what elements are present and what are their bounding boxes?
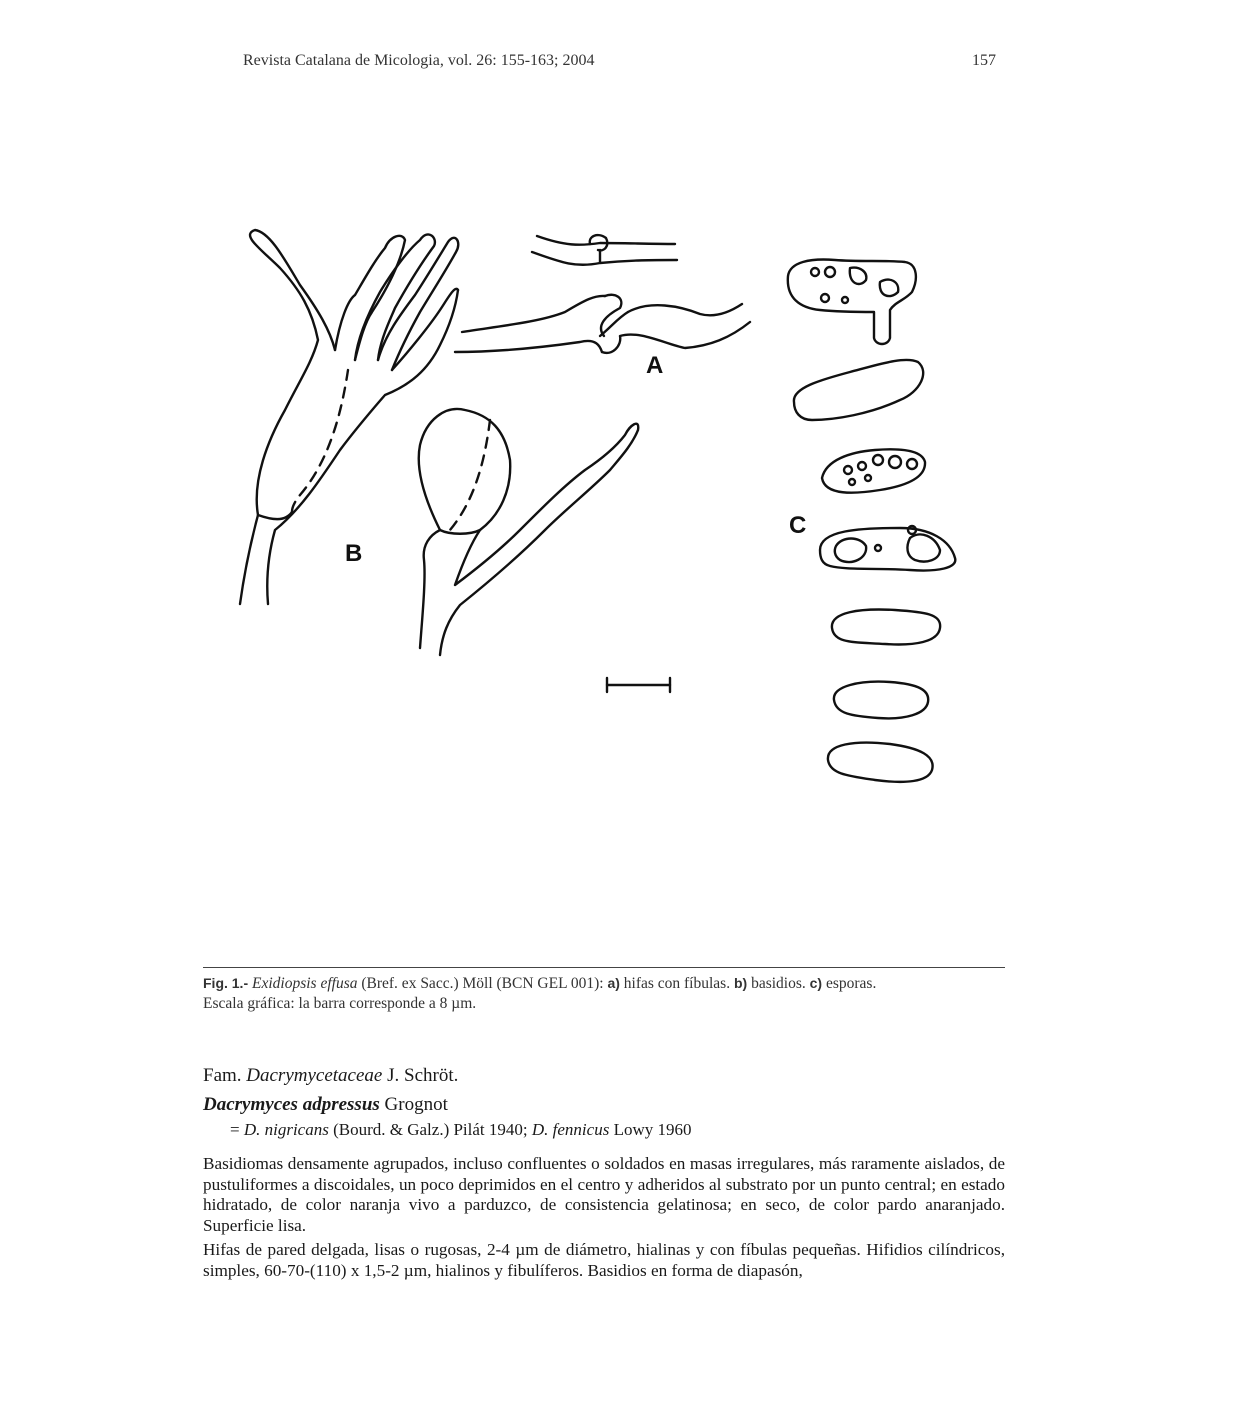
figure-label-a: A xyxy=(646,352,664,379)
family-heading xyxy=(203,1065,458,1087)
species-heading xyxy=(203,1094,448,1116)
caption-text-b: basidios. xyxy=(751,975,806,992)
family-author: J. Schröt. xyxy=(387,1065,459,1086)
family-prefix: Fam. xyxy=(203,1065,242,1086)
synonym-equals: = xyxy=(230,1120,240,1139)
caption-text-c: esporas. xyxy=(825,975,877,992)
synonym-2: D. fennicus xyxy=(531,1120,610,1139)
basidium-right xyxy=(419,409,639,655)
scale-bar xyxy=(607,678,670,692)
figure-caption xyxy=(203,973,1005,1014)
page-number: 157 xyxy=(972,52,996,69)
caption-species: Exidiopsis effusa xyxy=(252,975,358,992)
description-paragraph-2: Hifas de pared delgada, lisas o rugosas, 2-4 µm de diámetro, hialinas y con fíbulas pequeñas. Hifidios cilíndricos, simples, 60-70-(110) x 1,5-2 µm, hialinos y fibulíferos. Basidios en forma de diapasón, xyxy=(203,1240,1005,1280)
synonyms-line xyxy=(230,1120,691,1140)
caption-fig-label: Fig. 1.- xyxy=(203,975,249,991)
hyphae-with-clamps xyxy=(455,235,750,353)
species-name: Dacrymyces adpressus xyxy=(203,1094,380,1115)
figure-caption-rule xyxy=(203,967,1005,968)
caption-authority: (Bref. ex Sacc.) Möll (BCN GEL 001): xyxy=(361,975,604,992)
caption-text-a: hifas con fíbulas. xyxy=(623,975,731,992)
spores xyxy=(788,260,955,782)
synonym-1-author: (Bourd. & Galz.) Pilát 1940; xyxy=(333,1120,528,1139)
caption-scale-text: Escala gráfica: la barra corresponde a 8 µm. xyxy=(203,995,477,1012)
family-name: Dacrymycetaceae xyxy=(246,1065,383,1086)
description-paragraph-1: Basidiomas densamente agrupados, incluso confluentes o soldados en masas irregulares, más raramente aislados, de pustuliformes a discoidales, un poco deprimidos en el centro y adheridos al substrato por un punto central; en estado hidratado, de color naranja vivo a parduzco, de consistencia gelatinosa; en seco, de color pardo anaranjado. Superficie lisa. xyxy=(203,1154,1005,1235)
caption-key-b: b) xyxy=(733,975,748,991)
synonym-1: D. nigricans xyxy=(243,1120,329,1139)
running-header: Revista Catalana de Micologia, vol. 26: 155-163; 2004 xyxy=(243,52,595,69)
figure-label-c: C xyxy=(789,512,807,539)
synonym-2-author: Lowy 1960 xyxy=(613,1120,692,1139)
caption-key-a: a) xyxy=(607,975,620,991)
species-author: Grognot xyxy=(384,1094,448,1115)
figure-label-b: B xyxy=(345,540,363,567)
caption-key-c: c) xyxy=(809,975,823,991)
